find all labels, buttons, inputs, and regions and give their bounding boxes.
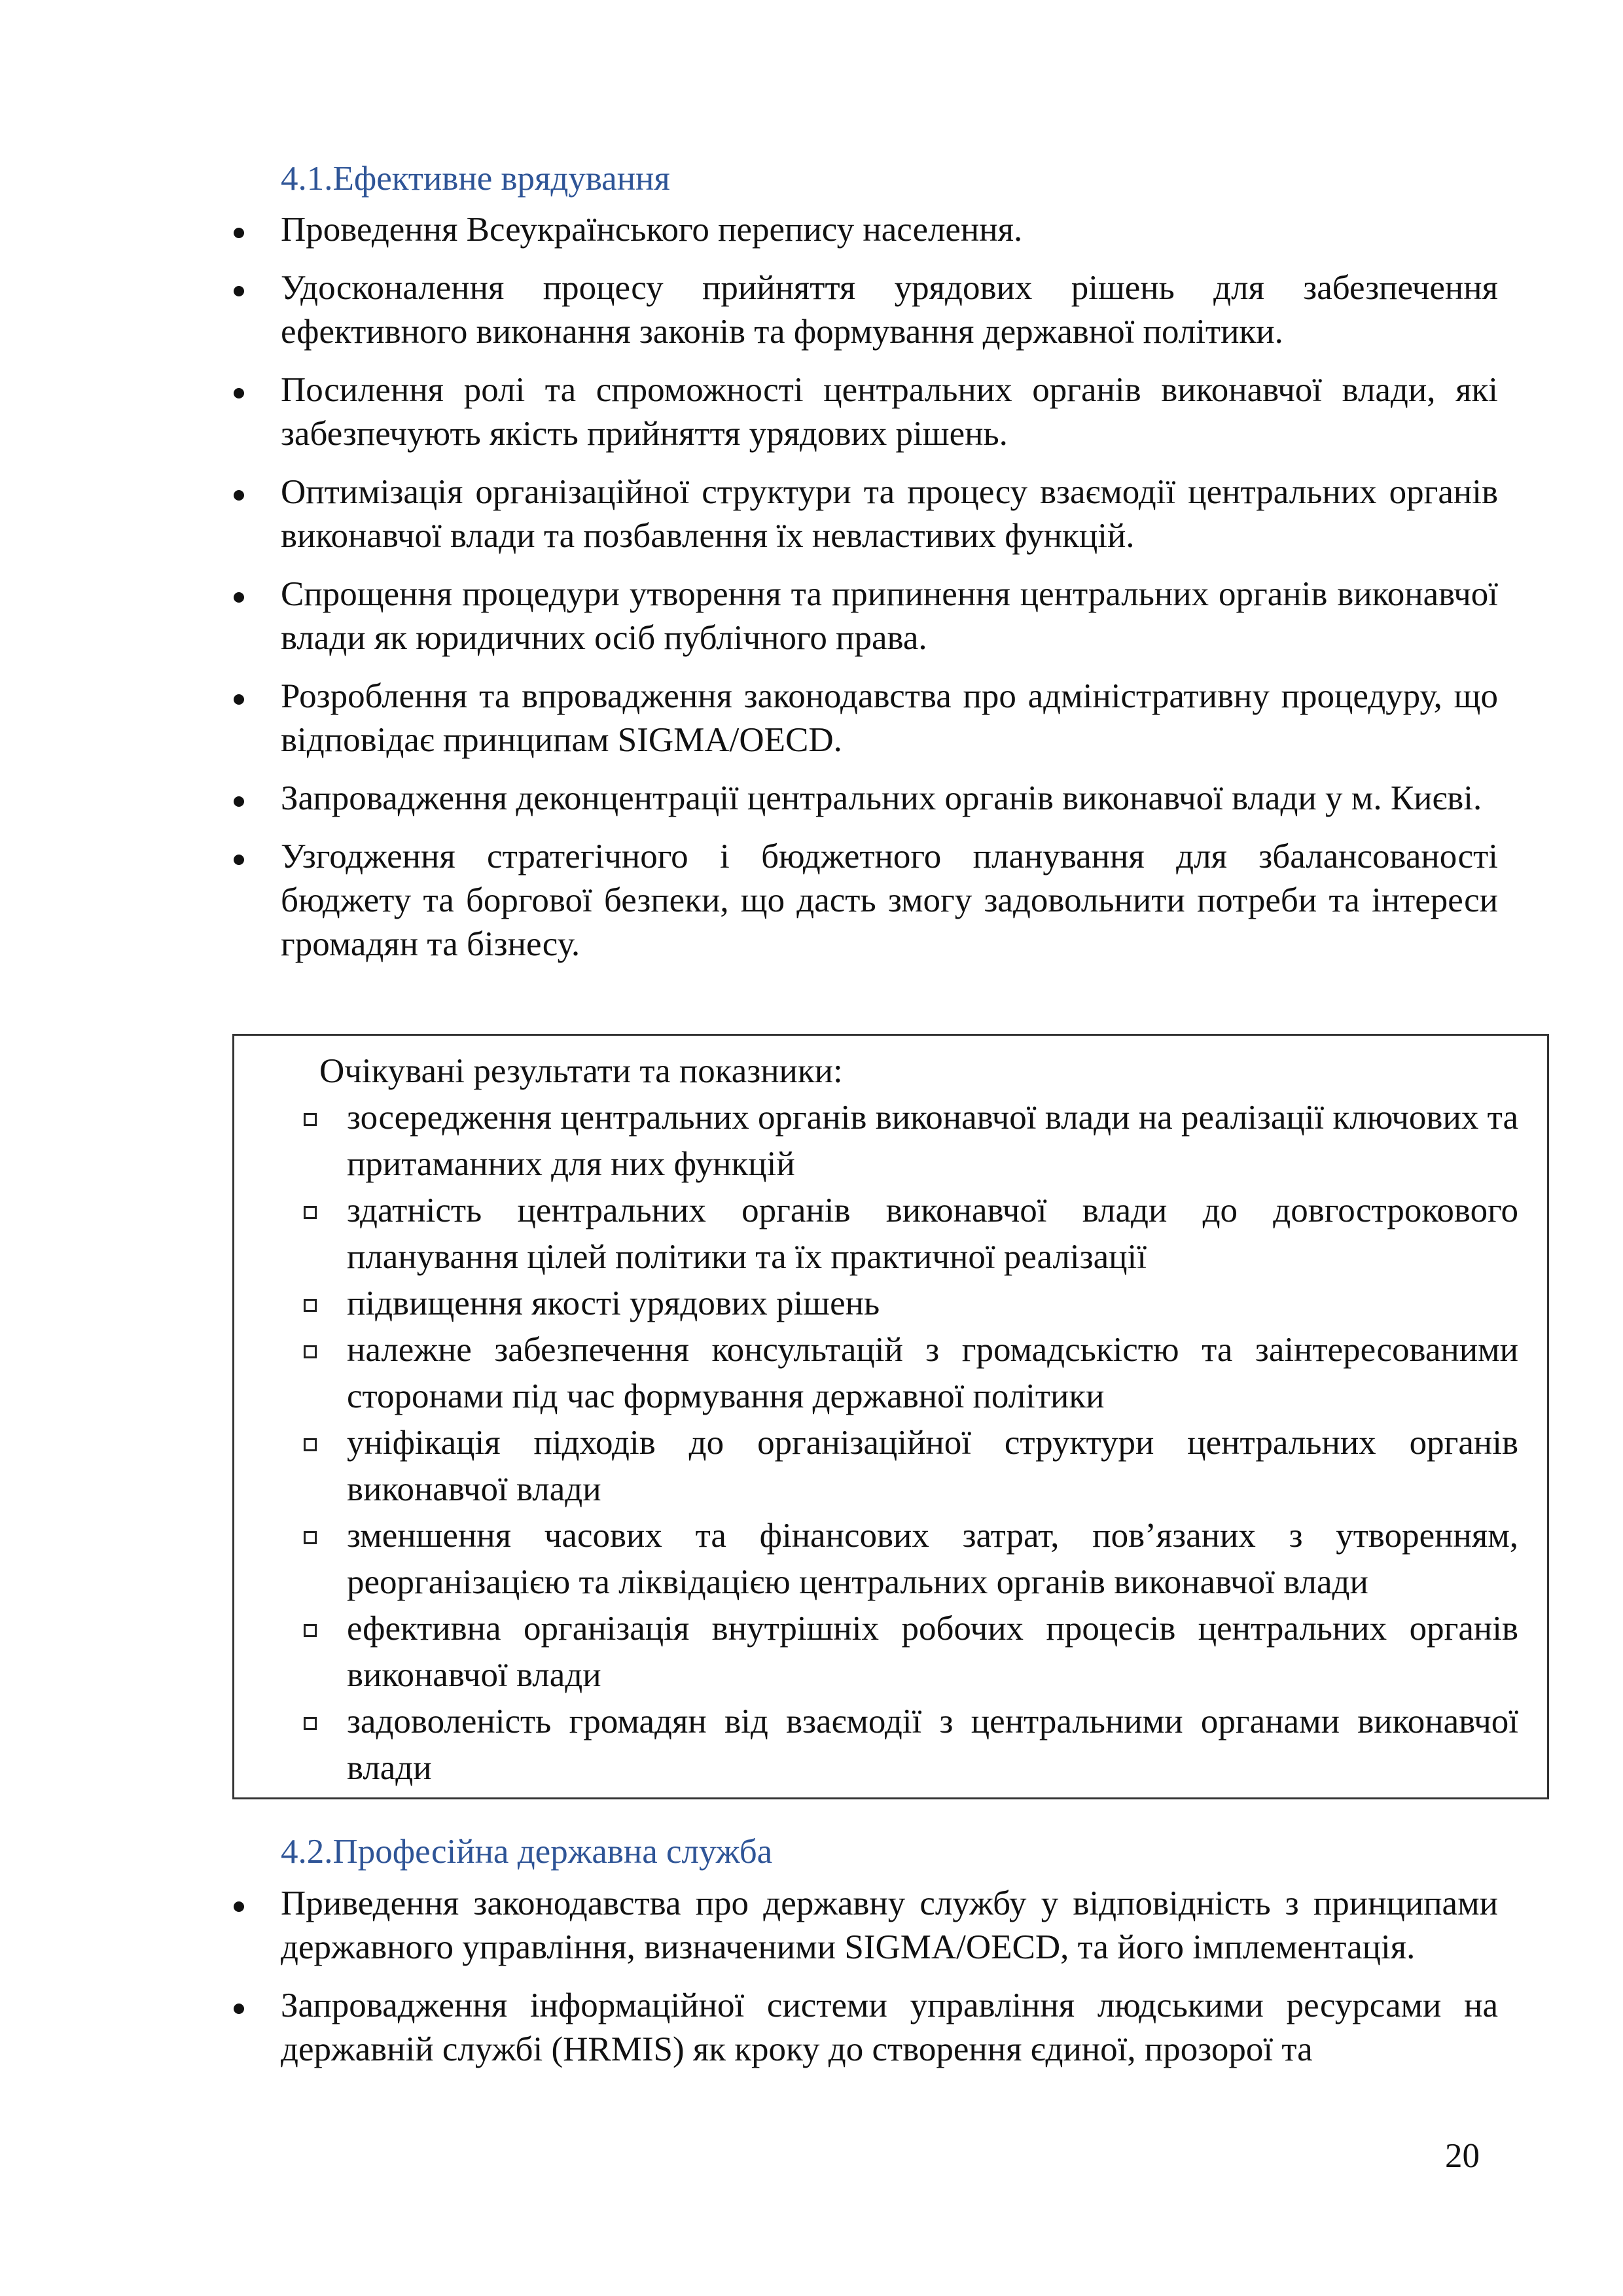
- bullet-dot-icon: [234, 286, 244, 296]
- result-item: [347, 1188, 1518, 1280]
- bullet-dot-icon: [234, 490, 244, 501]
- bullet-item: [281, 470, 1498, 558]
- result-text: уніфікація підходів до організаційної структури центральних органів виконавчої влади: [347, 1424, 1518, 1508]
- result-item: [347, 1327, 1518, 1420]
- result-text: ефективна організація внутрішніх робочих процесів центральних органів виконавчої влади: [347, 1610, 1518, 1694]
- bullet-dot-icon: [234, 2004, 244, 2014]
- result-item: [347, 1280, 1518, 1327]
- bullet-text: Приведення законодавства про державну службу у відповідність з принципами державного управління, визначеними SIGMA/OECD, та його імплементація.: [281, 1884, 1498, 1966]
- bullet-dot-icon: [234, 228, 244, 238]
- bullet-dot-icon: [234, 1901, 244, 1912]
- checkbox-square-icon: [304, 1113, 317, 1126]
- section-2-bullet-list: [0, 1882, 1623, 2086]
- results-box-title: Очікувані результати та показники:: [319, 1052, 843, 1090]
- bullet-item: [281, 1882, 1498, 1969]
- bullet-text: Посилення ролі та спроможності центральних органів виконавчої влади, які забезпечують якість прийняття урядових рішень.: [281, 371, 1498, 453]
- bullet-text: Удосконалення процесу прийняття урядових рішень для забезпечення ефективного виконання законів та формування державної політики.: [281, 269, 1498, 351]
- result-text: зменшення часових та фінансових затрат, пов’язаних з утворенням, реорганізацією та ліквідацією центральних органів виконавчої влади: [347, 1517, 1518, 1601]
- section-heading-4-2: 4.2.Професійна державна служба: [281, 1833, 773, 1871]
- result-text: підвищення якості урядових рішень: [347, 1284, 880, 1322]
- bullet-item: [281, 208, 1498, 252]
- bullet-text: Оптимізація організаційної структури та процесу взаємодії центральних органів виконавчої влади та позбавлення їх невластивих функцій.: [281, 473, 1498, 555]
- checkbox-square-icon: [304, 1206, 317, 1219]
- bullet-text: Запровадження інформаційної системи управління людськими ресурсами на державній службі (HRMIS) як кроку до створення єдиної, прозорої та: [281, 1987, 1498, 2068]
- checkbox-square-icon: [304, 1531, 317, 1544]
- checkbox-square-icon: [304, 1624, 317, 1637]
- bullet-dot-icon: [234, 855, 244, 865]
- checkbox-square-icon: [304, 1438, 317, 1451]
- bullet-text: Проведення Всеукраїнського перепису населення.: [281, 211, 1023, 249]
- result-text: здатність центральних органів виконавчої влади до довгострокового планування цілей політики та їх практичної реалізації: [347, 1192, 1518, 1276]
- bullet-text: Запровадження деконцентрації центральних органів виконавчої влади у м. Києві.: [281, 779, 1482, 817]
- page-number: 20: [1445, 2137, 1480, 2175]
- checkbox-square-icon: [304, 1345, 317, 1358]
- checkbox-square-icon: [304, 1717, 317, 1730]
- bullet-item: [281, 266, 1498, 354]
- results-list: [234, 1095, 1547, 1792]
- expected-results-box: [232, 1034, 1549, 1799]
- section-1-bullet-list: [0, 208, 1623, 981]
- bullet-text: Розроблення та впровадження законодавства про адміністративну процедуру, що відповідає принципам SIGMA/OECD.: [281, 677, 1498, 759]
- result-item: [347, 1420, 1518, 1513]
- result-text: задоволеність громадян від взаємодії з центральними органами виконавчої влади: [347, 1703, 1518, 1787]
- bullet-dot-icon: [234, 796, 244, 807]
- section-heading-4-1: 4.1.Ефективне врядування: [281, 160, 670, 198]
- bullet-item: [281, 777, 1498, 821]
- result-item: [347, 1095, 1518, 1188]
- bullet-item: [281, 835, 1498, 966]
- bullet-dot-icon: [234, 592, 244, 603]
- bullet-item: [281, 368, 1498, 456]
- result-text: зосередження центральних органів виконавчої влади на реалізації ключових та притаманних для них функцій: [347, 1099, 1518, 1183]
- result-item: [347, 1606, 1518, 1699]
- result-item: [347, 1513, 1518, 1606]
- bullet-text: Узгодження стратегічного і бюджетного планування для збалансованості бюджету та боргової безпеки, що дасть змогу задовольнити потреби та інтереси громадян та бізнесу.: [281, 838, 1498, 963]
- result-text: належне забезпечення консультацій з громадськістю та заінтересованими сторонами під час формування державної політики: [347, 1331, 1518, 1415]
- bullet-text: Спрощення процедури утворення та припинення центральних органів виконавчої влади як юридичних осіб публічного права.: [281, 575, 1498, 657]
- bullet-dot-icon: [234, 694, 244, 705]
- result-item: [347, 1699, 1518, 1792]
- bullet-dot-icon: [234, 388, 244, 398]
- bullet-item: [281, 675, 1498, 762]
- bullet-item: [281, 1984, 1498, 2072]
- bullet-item: [281, 573, 1498, 660]
- checkbox-square-icon: [304, 1299, 317, 1312]
